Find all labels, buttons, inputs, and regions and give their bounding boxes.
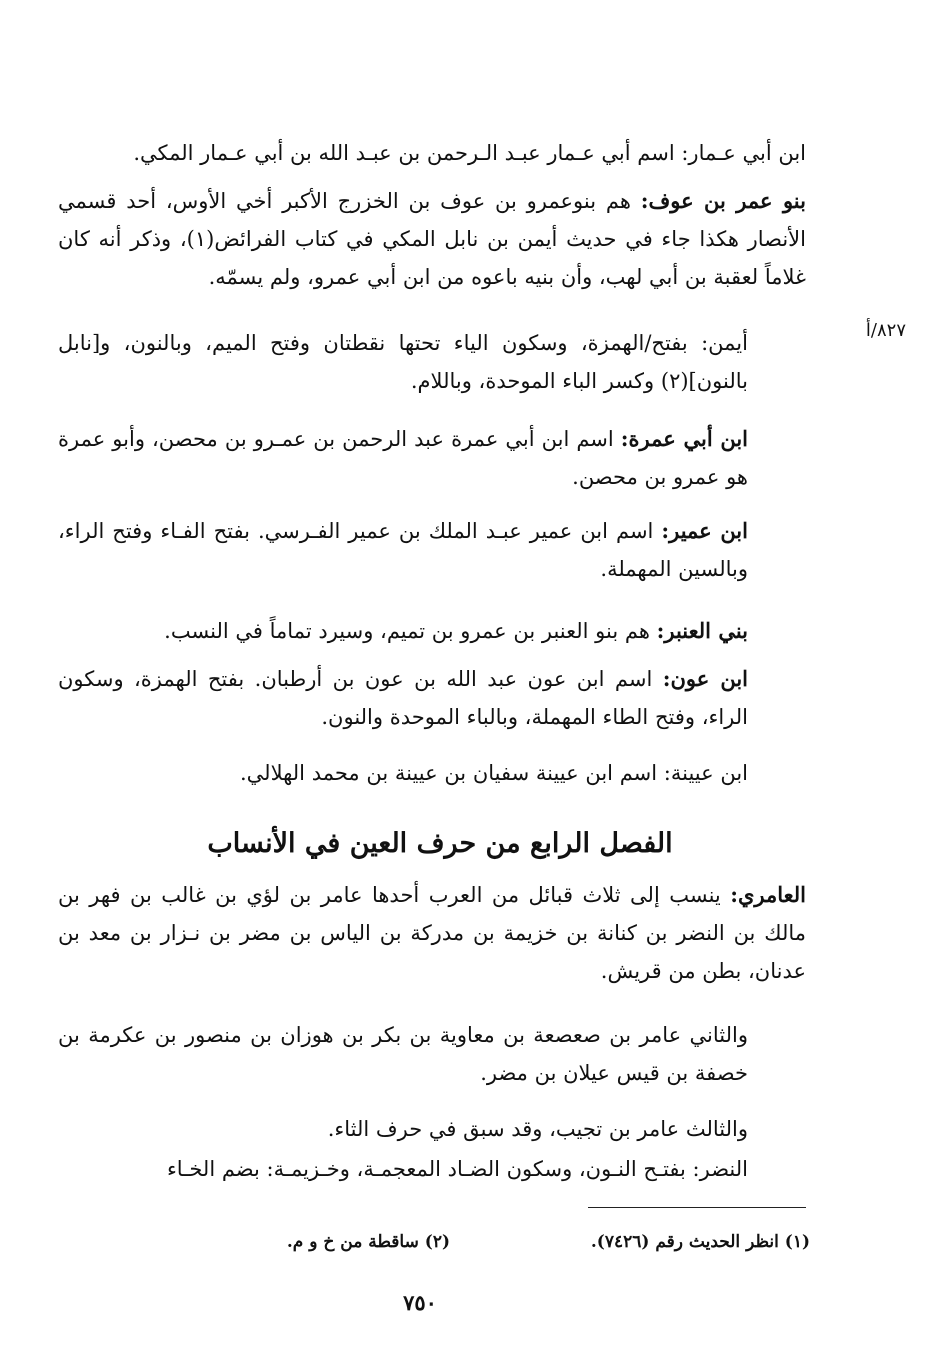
margin-folio-note: ٨٢٧/أ bbox=[865, 320, 906, 341]
entry-text: النضر: بفتـح النـون، وسكون الضـاد المعجمـة، وخـزيمـة: بضم الخـاء bbox=[166, 1157, 748, 1181]
entry-text: والثاني عامر بن صعصعة بن معاوية بن بكر بن هوزان بن منصور بن عكرمة بن خصفة بن قيس عيلان بن مضر. bbox=[58, 1023, 748, 1085]
entry-bani-al-anbar bbox=[130, 612, 748, 650]
footnote-separator bbox=[588, 1207, 806, 1208]
paragraph-second-amir bbox=[58, 1016, 748, 1092]
entry-text: بفتح/الهمزة، وسكون الياء تحتها نقطتان وفتح الميم، وبالنون، و[نابل بالنون](٢) وكسر الباء الموحدة، وباللام. bbox=[58, 331, 748, 393]
entry-term: بنو عمر بن عوف: bbox=[640, 188, 806, 213]
entry-text: اسم ابن عمير عبـد الملك بن عمير الفـرسي. بفتح الفـاء وفتح الراء، وبالسين المهملة. bbox=[58, 519, 748, 581]
entry-term: ابن عيينة: bbox=[663, 761, 748, 785]
entry-ibn-umayr bbox=[58, 512, 748, 588]
entry-text: اسم أبي عـمار عبـد الـرحمن بن عبـد الله بن أبي عـمار المكي. bbox=[133, 141, 682, 165]
chapter-title: الفصل الرابع من حرف العين في الأنساب bbox=[207, 828, 673, 859]
entry-text: اسم ابن عون عبد الله بن عون بن أرطبان. بفتح الهمزة، وسكون الراء، وفتح الطاء المهملة، وبالباء الموحدة والنون. bbox=[58, 667, 748, 729]
footnote-1: (١) انظر الحديث رقم (٧٤٢٦). bbox=[590, 1232, 810, 1252]
entry-term: ابن أبي عـمار: bbox=[681, 141, 806, 165]
entry-ibn-awn bbox=[58, 660, 748, 736]
paragraph-nadr bbox=[58, 1150, 748, 1188]
entry-term: أيمن: bbox=[701, 331, 748, 355]
entry-term: ابن عون: bbox=[662, 666, 748, 691]
entry-text: هم بنو العنبر بن عمرو بن تميم، وسيرد تماماً في النسب. bbox=[164, 619, 657, 643]
entry-term: العامري: bbox=[730, 882, 806, 907]
entry-al-amiri bbox=[58, 876, 806, 990]
entry-ibn-uyayna bbox=[200, 754, 748, 792]
entry-ibn-abi-ammar bbox=[96, 134, 806, 172]
page-number: ٧٥٠ bbox=[403, 1290, 437, 1315]
entry-ayman bbox=[58, 324, 748, 400]
entry-term: ابن أبي عمرة: bbox=[620, 426, 748, 451]
entry-term: بني العنبر: bbox=[656, 618, 748, 643]
entry-text: اسم ابن أبي عمرة عبد الرحمن بن عمـرو بن محصن، وأبو عمرة هو عمرو بن محصن. bbox=[58, 427, 748, 489]
entry-term: ابن عمير: bbox=[661, 518, 748, 543]
entry-text: اسم ابن عيينة سفيان بن عيينة بن محمد الهلالي. bbox=[240, 761, 664, 785]
entry-ibn-abi-amra bbox=[58, 420, 748, 496]
paragraph-third-amir bbox=[290, 1110, 748, 1148]
entry-text: والثالث عامر بن تجيب، وقد سبق في حرف الثاء. bbox=[327, 1117, 748, 1141]
entry-text: ينسب إلى ثلاث قبائل من العرب أحدها عامر بن لؤي بن غالب بن فهر بن مالك بن النضر بن كنانة بن خزيمة بن مدركة بن الياس بن مضر بن نـزار بن معد بن عدنان، بطن من قريش. bbox=[58, 883, 806, 983]
entry-banu-amr-ibn-awf bbox=[58, 182, 806, 296]
footnote-2: (٢) ساقطة من خ و م. bbox=[286, 1232, 450, 1252]
entry-text: هم بنوعمرو بن عوف بن الخزرج الأكبر أخي الأوس، أحد قسمي الأنصار هكذا جاء في حديث أيمن بن نابل المكي في كتاب الفرائض(١)، وذكر أنه كان غلاماً لعقبة بن أبي لهب، وأن بنيه باعوه من ابن أبي عمرو، ولم يسمّه. bbox=[58, 189, 806, 289]
